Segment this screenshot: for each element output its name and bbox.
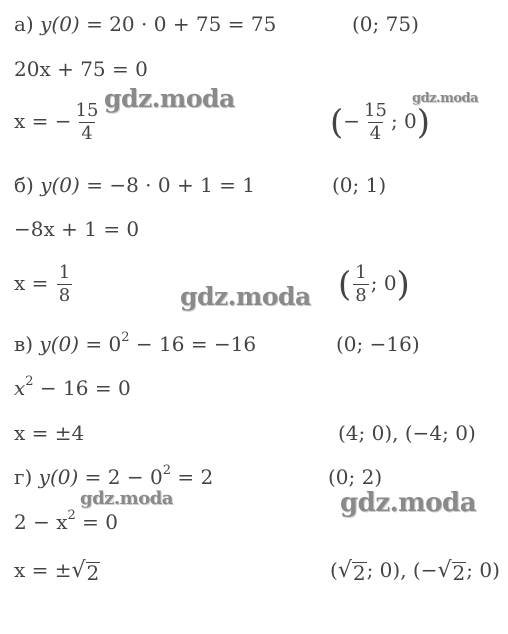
radical-sign: √ xyxy=(337,558,352,583)
radicand: 2 xyxy=(352,561,366,585)
exponent: 2 xyxy=(67,508,76,524)
fraction-numerator: 1 xyxy=(58,262,71,283)
part-g-eval xyxy=(14,465,213,489)
part-b-eval-expression: = −8 · 0 + 1 = 1 xyxy=(86,173,255,197)
function-value: y(0) xyxy=(39,332,80,356)
exponent: 2 xyxy=(25,374,34,390)
radical-sign: √ xyxy=(71,558,86,583)
part-a-eval-expression: = 20 · 0 + 75 = 75 xyxy=(86,12,277,36)
part-g-point: (0; 2) xyxy=(328,465,383,489)
radicand: 2 xyxy=(452,561,466,585)
part-v-point: (0; −16) xyxy=(336,332,420,356)
fraction xyxy=(74,100,101,145)
sqrt xyxy=(338,559,367,583)
part-v-equation xyxy=(14,376,131,400)
minus-sign: − xyxy=(343,109,361,133)
fraction-denominator: 4 xyxy=(369,123,382,144)
eq-pre: 2 − x xyxy=(14,510,68,534)
part-b-point: (0; 1) xyxy=(332,173,387,197)
fraction-denominator: 4 xyxy=(81,123,93,144)
radical-sign: √ xyxy=(437,558,452,583)
part-v-eval xyxy=(14,332,256,356)
variable-x: x xyxy=(14,376,26,400)
fraction xyxy=(353,262,368,307)
watermark: gdz.moda xyxy=(80,488,173,509)
part-g-solution xyxy=(14,558,100,583)
root-tail: ; 0 xyxy=(370,271,397,295)
roots-tail: ; 0) xyxy=(466,558,500,582)
part-a-point: (0; 75) xyxy=(352,12,419,36)
part-a-root xyxy=(330,100,430,145)
close-paren: ) xyxy=(396,264,410,305)
root-tail: ; 0 xyxy=(390,109,417,133)
part-b-x-lhs: x = xyxy=(14,271,49,295)
fraction-numerator: 15 xyxy=(75,100,99,121)
part-b-equation: −8x + 1 = 0 xyxy=(14,217,140,241)
eq-post: − 16 = 0 xyxy=(39,376,131,400)
fraction-denominator: 8 xyxy=(355,285,367,306)
sqrt xyxy=(437,559,466,583)
part-g-equation xyxy=(14,510,118,534)
fraction-numerator: 15 xyxy=(364,100,387,121)
part-b-eval xyxy=(14,173,255,197)
radicand: 2 xyxy=(86,561,100,585)
function-value: y(0) xyxy=(40,12,80,36)
part-a-solution xyxy=(14,100,102,145)
watermark: gdz.moda xyxy=(340,488,477,518)
function-value: y(0) xyxy=(40,173,80,197)
part-a-x-lhs: x = − xyxy=(14,109,72,133)
fraction-numerator: 1 xyxy=(355,262,367,283)
part-v-roots: (4; 0), (−4; 0) xyxy=(338,421,476,445)
part-g-x-lhs: x = ± xyxy=(14,558,72,582)
close-paren: ) xyxy=(416,102,431,143)
part-g-roots xyxy=(330,558,500,583)
eval-pre: = 2 − 0 xyxy=(84,465,163,489)
part-g-label: г) xyxy=(14,465,33,489)
sqrt xyxy=(72,559,101,583)
open-paren: ( xyxy=(330,102,344,143)
part-a-eval xyxy=(14,12,276,36)
exponent: 2 xyxy=(121,330,130,346)
watermark: gdz.moda xyxy=(412,91,479,106)
open-paren: ( xyxy=(338,264,352,305)
eval-post: − 16 = −16 xyxy=(135,332,257,356)
part-a-equation: 20x + 75 = 0 xyxy=(14,57,148,81)
part-a-label: а) xyxy=(14,12,34,36)
part-v-solution: x = ±4 xyxy=(14,421,85,445)
part-b-root xyxy=(338,262,410,307)
eval-pre: = 0 xyxy=(85,332,122,356)
exponent: 2 xyxy=(162,463,171,479)
watermark: gdz.moda xyxy=(180,282,311,311)
part-v-label: в) xyxy=(14,332,34,356)
watermark: gdz.moda xyxy=(104,84,235,113)
function-value: y(0) xyxy=(38,465,79,489)
eq-post: = 0 xyxy=(82,510,118,534)
open-paren: ( xyxy=(330,558,338,582)
part-b-label: б) xyxy=(14,173,34,197)
fraction xyxy=(362,100,389,145)
part-b-solution xyxy=(14,262,74,307)
fraction-denominator: 8 xyxy=(58,285,71,306)
roots-middle: ; 0), (− xyxy=(366,558,438,582)
fraction xyxy=(57,262,72,307)
eval-post: = 2 xyxy=(177,465,214,489)
